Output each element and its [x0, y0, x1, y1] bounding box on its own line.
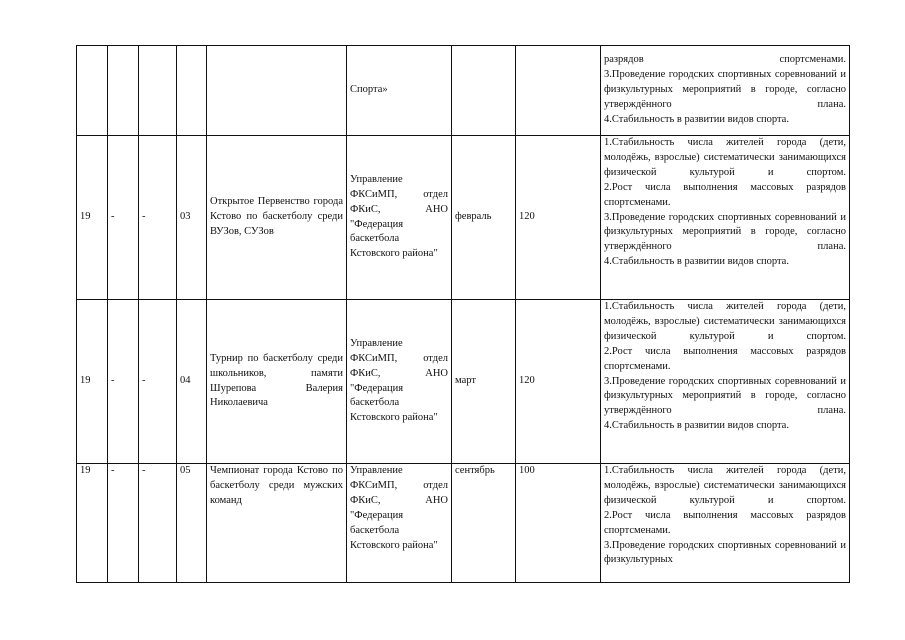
table-row [77, 464, 850, 583]
cell-col2: - [108, 464, 139, 583]
cell-code: 04 [177, 300, 207, 464]
cell-outcomes [601, 136, 850, 300]
outcome-text: разрядов спортсменами. [604, 54, 846, 66]
outcome-text: 4.Стабильность в развитии видов спорта. [604, 113, 789, 125]
cell-organizer: Управление ФКСиМП, отдел ФКиС, АНО "Федерация баскетбола Кстовского района" [347, 464, 452, 583]
cell-outcomes [601, 300, 850, 464]
cell-organizer: Управление ФКСиМП, отдел ФКиС, АНО "Федерация баскетбола Кстовского района" [347, 136, 452, 300]
cell-col1: 19 [77, 300, 108, 464]
cell-outcomes [601, 46, 850, 136]
cell-participants: 120 [516, 136, 601, 300]
outcome-text: 3.Проведение городских спортивных соревнований и физкультурных [604, 539, 846, 566]
cell-code: 03 [177, 136, 207, 300]
cell-col3: - [139, 464, 177, 583]
outcome-text: 1.Стабильность числа жителей города (дети, молодёжь, взрослые) систематически занимающихся физической культурой и спортом. [604, 137, 846, 178]
cell-col1: 19 [77, 464, 108, 583]
cell-participants: 100 [516, 464, 601, 583]
cell-event [207, 46, 347, 136]
cell-col2 [108, 46, 139, 136]
table-row [77, 136, 850, 300]
outcome-text: 1.Стабильность числа жителей города (дети, молодёжь, взрослые) систематически занимающихся физической культурой и спортом. [604, 301, 846, 342]
outcome-text: 2.Рост числа выполнения массовых разрядов спортсменами. [604, 181, 846, 208]
outcome-text: 2.Рост числа выполнения массовых разрядов спортсменами. [604, 345, 846, 372]
cell-participants: 120 [516, 300, 601, 464]
outcome-text: 4.Стабильность в развитии видов спорта. [604, 256, 789, 268]
outcome-text: 3.Проведение городских спортивных соревнований и физкультурных мероприятий в городе, согласно утверждённого плана. [604, 375, 846, 417]
cell-organizer: Спорта» [347, 46, 452, 136]
cell-col3 [139, 46, 177, 136]
table-row [77, 300, 850, 464]
cell-col1: 19 [77, 136, 108, 300]
outcome-text: 3.Проведение городских спортивных соревнований и физкультурных мероприятий в городе, согласно утверждённого плана. [604, 211, 846, 253]
cell-month: сентябрь [452, 464, 516, 583]
cell-code [177, 46, 207, 136]
cell-event: Турнир по баскетболу среди школьников, памяти Шурепова Валерия Николаевича [207, 300, 347, 464]
cell-col2: - [108, 136, 139, 300]
cell-col3: - [139, 300, 177, 464]
cell-month: февраль [452, 136, 516, 300]
cell-month: март [452, 300, 516, 464]
cell-outcomes [601, 464, 850, 583]
cell-participants [516, 46, 601, 136]
cell-col2: - [108, 300, 139, 464]
cell-event: Открытое Первенство города Кстово по баскетболу среди ВУЗов, СУЗов [207, 136, 347, 300]
cell-month [452, 46, 516, 136]
events-table [76, 45, 850, 583]
cell-col3: - [139, 136, 177, 300]
cell-organizer: Управление ФКСиМП, отдел ФКиС, АНО "Федерация баскетбола Кстовского района" [347, 300, 452, 464]
table-row [77, 46, 850, 136]
cell-event: Чемпионат города Кстово по баскетболу среди мужских команд [207, 464, 347, 583]
cell-col1 [77, 46, 108, 136]
outcome-text: 1.Стабильность числа жителей города (дети, молодёжь, взрослые) систематически занимающихся физической культурой и спортом. [604, 465, 846, 506]
outcome-text: 3.Проведение городских спортивных соревнований и физкультурных мероприятий в городе, согласно утверждённого плана. [604, 69, 846, 110]
outcome-text: 4.Стабильность в развитии видов спорта. [604, 420, 789, 432]
outcome-text: 2.Рост числа выполнения массовых разрядов спортсменами. [604, 509, 846, 536]
cell-code: 05 [177, 464, 207, 583]
